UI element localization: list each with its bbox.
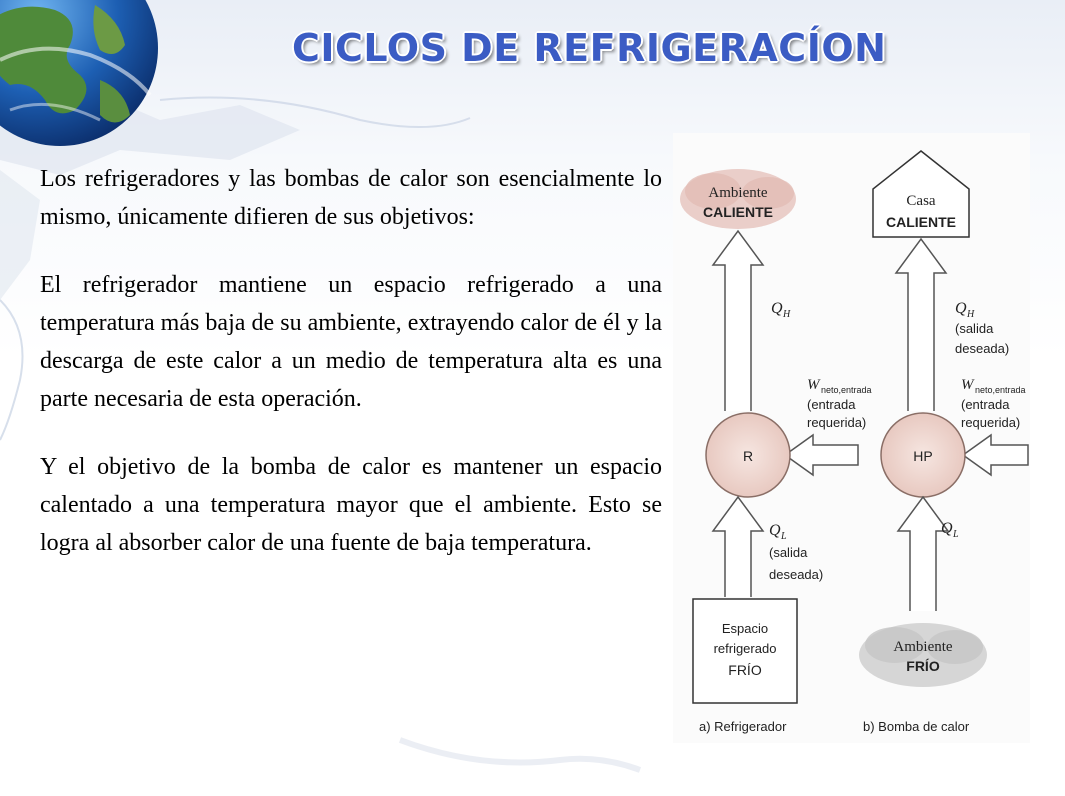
w-note-2-heat-pump: requerida)	[961, 415, 1021, 430]
w-label-refrigerator: W	[807, 377, 820, 393]
ql-note-2-refrigerator: deseada)	[769, 567, 824, 582]
cold-ambient-label-2: FRÍO	[906, 658, 940, 674]
heat-pump-machine-label: HP	[913, 448, 933, 464]
w-note-1-refrigerator: (entrada	[807, 397, 856, 412]
ql-sub-heat-pump: L	[953, 529, 959, 540]
qh-sub-heat-pump: H	[967, 309, 975, 320]
caption-heat-pump: b) Bomba de calor	[863, 719, 970, 734]
w-label-heat-pump: W	[961, 377, 974, 393]
hot-ambient-cloud	[680, 169, 796, 229]
ql-note-1-refrigerator: (salida	[769, 545, 808, 560]
refrigerator-machine-label: R	[742, 448, 754, 464]
paragraph-3: Y el objetivo de la bomba de calor es mantener un espacio calentado a una temperatura mayor que el ambiente. Esto se logra al absorber calor de una fuente de baja temperatura.	[40, 454, 662, 556]
ql-label-heat-pump: Q	[941, 520, 953, 537]
house-label-2: CALIENTE	[886, 214, 956, 230]
slide-title: CICLOS DE REFRIGERACÍON	[292, 26, 887, 70]
cold-space-label-1: Espacio	[721, 621, 769, 636]
hot-ambient-label-2: CALIENTE	[703, 204, 773, 220]
w-sub-refrigerator: neto,entrada	[821, 385, 872, 395]
ql-sub-refrigerator: L	[781, 531, 787, 542]
caption-refrigerator: a) Refrigerador	[699, 719, 787, 734]
cold-space-label-3: FRÍO	[728, 662, 762, 678]
globe-logo	[0, 0, 160, 160]
qh-label-refrigerator: Q	[771, 300, 783, 317]
qh-sub-refrigerator: H	[783, 309, 791, 320]
body-text	[40, 160, 662, 592]
w-note-2-refrigerator: requerida)	[807, 415, 867, 430]
w-note-1-heat-pump: (entrada	[961, 397, 1010, 412]
paragraph-2: El refrigerador mantiene un espacio refrigerado a una temperatura más baja de su ambiente, extrayendo calor de él y la descarga de este calor a un medio de temperatura alta es una parte necesaria de esta operación.	[40, 272, 662, 412]
w-sub-heat-pump: neto,entrada	[975, 385, 1026, 395]
qh-note-1-heat-pump: (salida	[955, 321, 994, 336]
refrigeration-diagram	[673, 133, 1030, 743]
house-label-1: Casa	[906, 193, 936, 209]
cold-ambient-cloud	[859, 623, 987, 687]
ql-label-refrigerator: Q	[769, 522, 781, 539]
hot-ambient-label: Ambiente	[708, 185, 768, 201]
qh-label-heat-pump: Q	[955, 300, 967, 317]
cold-space-label-2: refrigerado	[713, 641, 777, 656]
cold-ambient-label-1: Ambiente	[893, 639, 953, 655]
paragraph-1: Los refrigeradores y las bombas de calor son esencialmente lo mismo, únicamente difieren de sus objetivos:	[40, 166, 662, 230]
qh-note-2-heat-pump: deseada)	[955, 341, 1010, 356]
